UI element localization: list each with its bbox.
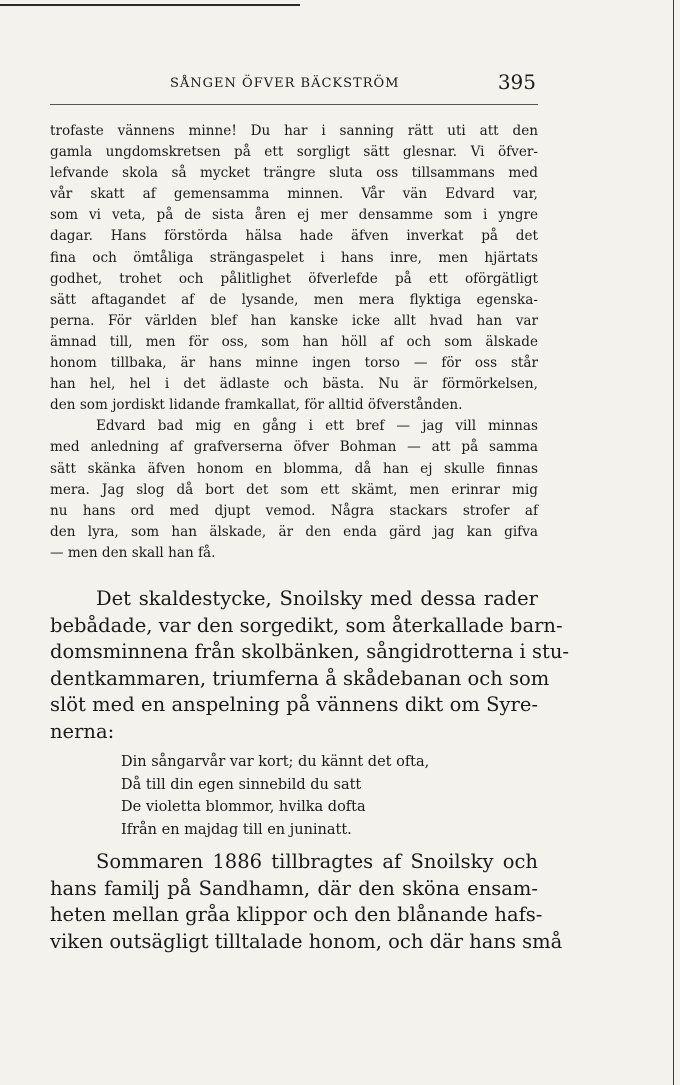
text-line: Sommaren 1886 tillbragtes af Snoilsky och: [96, 850, 538, 873]
text-line: fina och ömtåliga strängaspelet i hans inre, men hjärtats: [50, 249, 538, 266]
verse-line: Din sångarvår var kort; du kännt det ofta,: [121, 754, 430, 770]
verse-line: Ifrån en majdag till en juninatt.: [121, 821, 352, 838]
text-line: nerna:: [50, 719, 115, 743]
text-line: honom tillbaka, är hans minne ingen torso — för oss står: [50, 355, 538, 372]
text-line: sätt aftagandet af de lysande, men mera flyktiga egenska-: [50, 291, 538, 308]
running-head: [50, 72, 538, 96]
text-line: perna. För världen blef han kanske icke allt hvad han var: [50, 312, 538, 329]
text-line: viken outsägligt tilltalade honom, och där hans små: [50, 929, 563, 953]
text-line: nu hans ord med djupt vemod. Några stackars strofer af: [50, 502, 538, 519]
text-line: ämnad till, men för oss, som han höll af och som älskade: [50, 333, 538, 350]
text-line: han hel, hel i det ädlaste och bästa. Nu är förmörkelsen,: [50, 376, 538, 393]
text-line: slöt med en anspelning på vännens dikt om Syre-: [50, 693, 538, 716]
text-line: bebådade, var den sorgedikt, som återkallade barn-: [50, 613, 563, 637]
text-line: den som jordiskt lidande framkallat, för alltid öfverstånden.: [50, 397, 463, 414]
text-line: den lyra, som han älskade, är den enda gärd jag kan gifva: [50, 523, 538, 540]
running-title: SÅNGEN ÖFVER BÄCKSTRÖM: [170, 76, 400, 91]
text-line: lefvande skola så mycket trängre sluta oss tillsammans med: [50, 165, 538, 182]
text-line: dagar. Hans förstörda hälsa hade äfven inverkat på det: [50, 228, 538, 245]
body-paragraph-1: [50, 586, 569, 745]
text-line: godhet, trohet och pålitlighet öfverlefde på ett oförgätligt: [50, 270, 538, 287]
letter-quote: [50, 121, 538, 564]
text-line: trofaste vännens minne! Du har i sanning rätt uti att den: [50, 123, 538, 139]
text-line: hans familj på Sandhamn, där den sköna ensam-: [50, 876, 538, 900]
text-line: mera. Jag slog då bort det som ett skämt, men erinrar mig: [50, 481, 538, 498]
text-line: som vi veta, på de sista åren ej mer densamme som i yngre: [50, 207, 538, 224]
text-line: med anledning af grafverserna öfver Bohman — att på samma: [50, 439, 538, 456]
text-line: Det skaldestycke, Snoilsky med dessa rader: [96, 587, 538, 610]
page-edge: [673, 0, 674, 1085]
text-line: heten mellan gråa klippor och den blånande hafs-: [50, 903, 543, 926]
text-line: gamla ungdomskretsen på ett sorgligt sätt glesnar. Vi öfver-: [50, 144, 538, 161]
verse-stanza: [121, 751, 429, 841]
verse-line: Då till din egen sinnebild du satt: [121, 776, 362, 793]
text-line: vår skatt af gemensamma minnen. Vår vän Edvard var,: [50, 186, 538, 203]
verse-line: De violetta blommor, hvilka dofta: [121, 799, 366, 815]
text-line: domsminnena från skolbänken, sångidrotterna i stu-: [50, 640, 569, 663]
page-number: 395: [497, 70, 536, 94]
body-paragraph-2: [50, 849, 563, 955]
text-line: — men den skall han få.: [50, 544, 216, 561]
scan-artifact-line: [0, 4, 300, 6]
text-line: sätt skänka äfven honom en blomma, då han ej skulle finnas: [50, 460, 538, 477]
text-line: dentkammaren, triumferna å skådebanan och som: [50, 666, 550, 690]
header-rule: [50, 104, 538, 105]
text-line: Edvard bad mig en gång i ett bref — jag vill minnas: [96, 418, 538, 435]
